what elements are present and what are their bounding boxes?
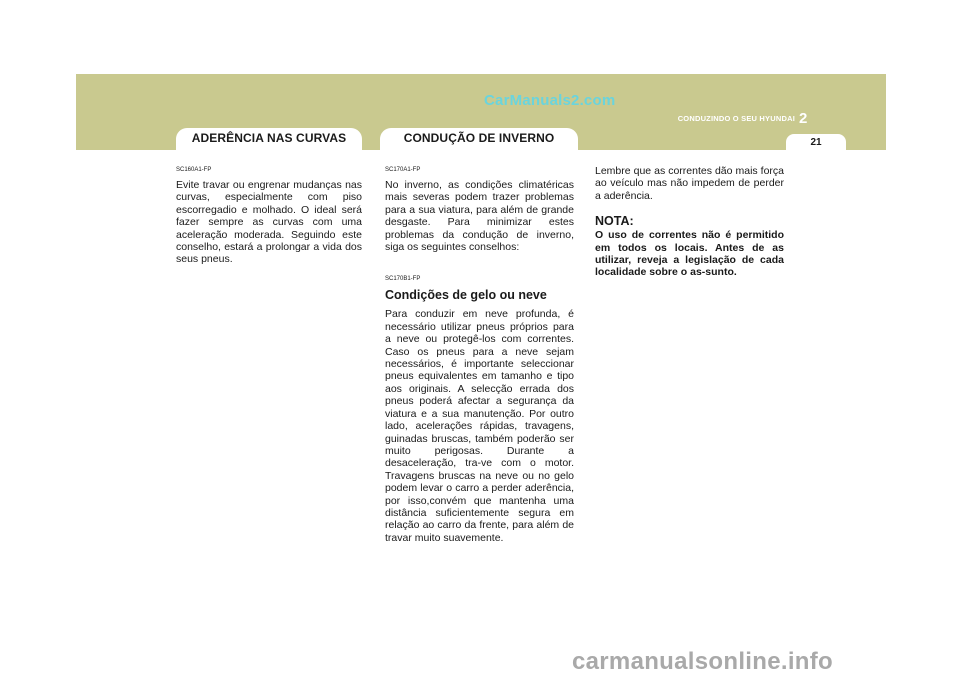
winter-driving-paragraph: No inverno, as condições climatéricas mais severas podem trazer problemas para a sua viatura, para além de grande desgaste. Para minimizar estes problemas da condução de inverno, siga os seguintes conselhos: (385, 179, 574, 254)
section-code: SC160A1-FP (176, 167, 212, 173)
spacer (385, 253, 574, 275)
column-left (176, 166, 362, 266)
column-middle (385, 166, 574, 544)
chains-paragraph: Lembre que as correntes dão mais força ao veículo mas não impedem de perder a aderência. (595, 165, 784, 202)
ice-snow-paragraph: Para conduzir em neve profunda, é necessário utilizar pneus próprios para a neve ou protegê-los com correntes. Caso os pneus para a neve sejam necessários, é importante seleccionar pneus equivalentes em tamanho e tipo aos originais. A selecção errada dos pneus poderá afectar a segurança da viatura e a sua manutenção. Por outro lado, acelerações rápidas, travagens, guinadas bruscas, também poderão ser muito perigosas. Durante a desaceleração, tra-ve com o motor. Travagens bruscas na neve ou no gelo podem levar o carro a perder aderência, por isso,convém que mantenha uma distância suficientemente segura em relação ao carro da frente, para além de travar muito suavemente. (385, 308, 574, 544)
subsection-title-ice-snow: Condições de gelo ou neve (385, 288, 547, 303)
page-number: 21 (810, 137, 822, 148)
note-title: NOTA: (595, 214, 634, 229)
chapter-number: 2 (799, 110, 808, 127)
subsection-code: SC170B1-FP (385, 276, 421, 283)
chapter-title: CONDUZINDO O SEU HYUNDAI (677, 114, 795, 123)
section-title-cornering: ADERÊNCIA NAS CURVAS (176, 128, 362, 150)
note-body: O uso de correntes não é permitido em todos os locais. Antes de as utilizar, reveja a legislação de cada localidade sobre o as-sunto. (595, 229, 784, 279)
section-code: SC170A1-FP (385, 167, 421, 173)
section-title-winter-driving: CONDUÇÃO DE INVERNO (380, 128, 578, 150)
cornering-paragraph: Evite travar ou engrenar mudanças nas curvas, especialmente com piso escorregadio e molhado. O ideal será fazer sempre as curvas com uma aceleração moderada. Seguindo este conselho, estará a prolongar a vida dos seus pneus. (176, 179, 362, 266)
column-right (595, 165, 784, 279)
footer-watermark[interactable]: carmanualsonline.info (572, 648, 834, 675)
site-logo[interactable]: CarManuals2.com (484, 92, 616, 109)
